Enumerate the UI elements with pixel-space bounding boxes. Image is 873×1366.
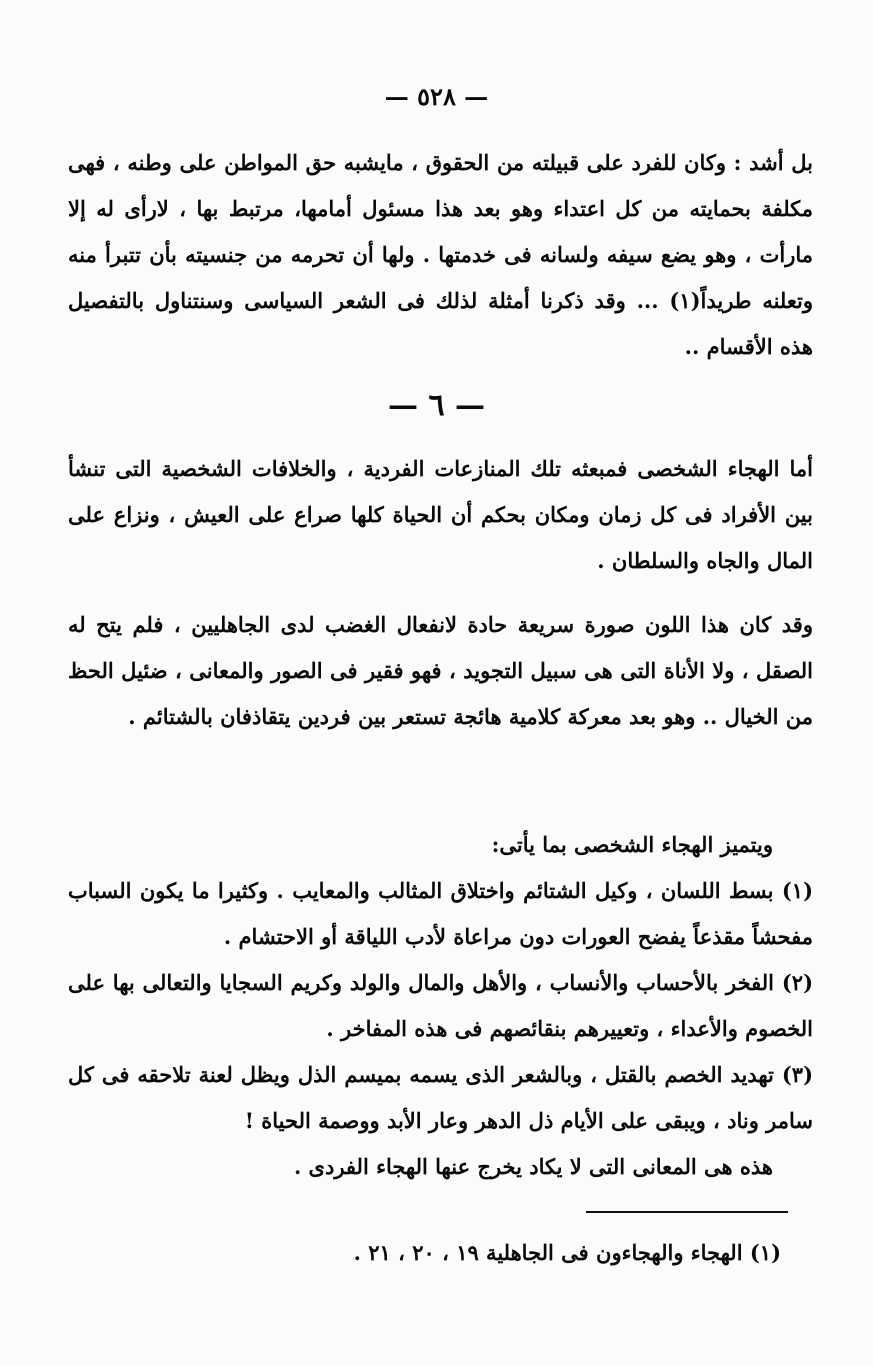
paragraph-personal-satire <box>68 446 813 584</box>
page-number: — ٥٢٨ — <box>384 82 489 111</box>
paragraph-tribal-rights <box>68 140 813 370</box>
features-list <box>68 822 813 1190</box>
paragraph-text: وقد كان هذا اللون صورة سريعة حادة لانفعال الغضب لدى الجاهليين ، فلم يتح له الصقل ، ولا الأناة التى هى سبيل التجويد ، فهو فقير فى الصور والمعانى ، ضئيل الحظ من الخيال .. وهو بعد معركة كلامية هائجة تستعر بين فردين يتقاذفان بالشتائم . <box>68 612 813 729</box>
list-item: (١) بسط اللسان ، وكيل الشتائم واختلاق المثالب والمعايب . وكثيرا ما يكون السباب مفحشاً مقذعاً يفضح العورات دون مراعاة لأدب اللياقة أو الاحتشام . <box>68 878 813 949</box>
paragraph-text: بل أشد : وكان للفرد على قبيلته من الحقوق ، مايشبه حق المواطن على وطنه ، فهى مكلفة بحمايته من كل اعتداء وهو بعد هذا مسئول أمامها، مرتبط بها ، لارأى له إلا مارأت ، وهو يضع سيفه ولسانه فى خدمتها . ولها أن تحرمه من جنسيته بأن تتبرأ منه وتعلنه طريداً(١) ... وقد ذكرنا أمثلة لذلك فى الشعر السياسى وسنتناول بالتفصيل هذه الأقسام .. <box>68 150 813 359</box>
list-item: (٣) تهديد الخصم بالقتل ، وبالشعر الذى يسمه بميسم الذل ويظل لعنة تلاحقه فى كل سامر وناد ، ويبقى على الأيام ذل الدهر وعار الأبد ووصمة الحياة ! <box>68 1062 813 1133</box>
paragraph-text: أما الهجاء الشخصى فمبعثه تلك المنازعات الفردية ، والخلافات الشخصية التى تنشأ بين الأفراد فى كل زمان ومكان بحكم أن الحياة كلها صراع على العيش ، ونزاع على المال والجاه والسلطان . <box>68 456 813 573</box>
footnote: (١) الهجاء والهجاءون فى الجاهلية ١٩ ، ٢٠ ، ٢١ . <box>353 1240 781 1265</box>
footnote-divider <box>586 1211 788 1213</box>
list-item: (٢) الفخر بالأحساب والأنساب ، والأهل والمال والولد وكريم السجايا والتعالى بها على الخصوم والأعداء ، وتعييرهم بنقائصهم فى هذه المفاخر . <box>68 970 813 1041</box>
features-intro: ويتميز الهجاء الشخصى بما يأتى: <box>491 832 773 857</box>
paragraph-satire-nature <box>68 602 813 740</box>
section-number: — ٦ — <box>387 388 486 423</box>
features-closing: هذه هى المعانى التى لا يكاد يخرج عنها الهجاء الفردى . <box>293 1154 773 1179</box>
